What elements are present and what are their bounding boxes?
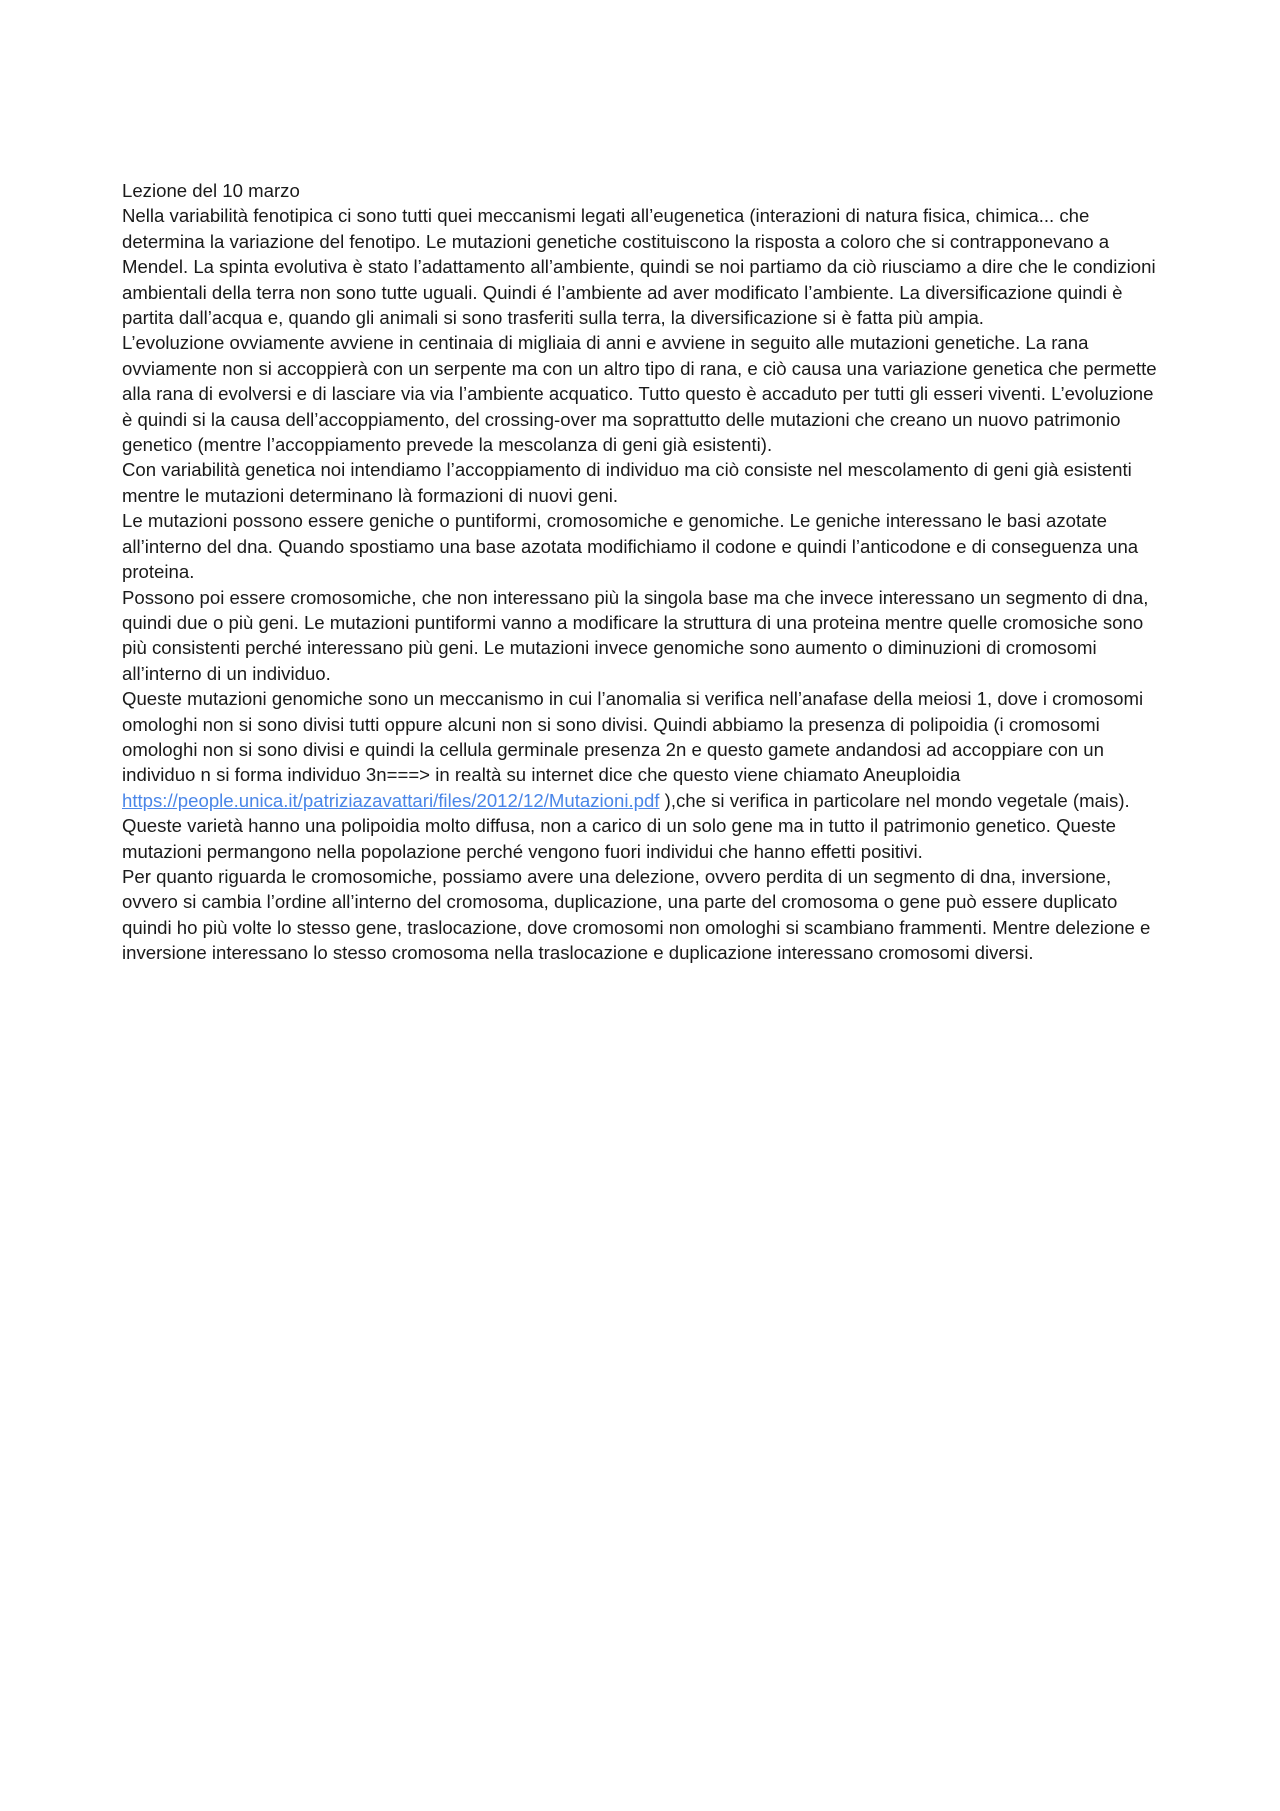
mutazioni-pdf-link[interactable]: https://people.unica.it/patriziazavattari/files/2012/12/Mutazioni.pdf — [122, 789, 660, 811]
paragraph-cromosomiche: Possono poi essere cromosomiche, che non interessano più la singola base ma che invece interessano un segmento di dna, quindi due o più geni. Le mutazioni puntiformi vanno a modificare la struttura di una proteina mentre quelle cromosiche sono più consistenti perché interessano più geni. Le mutazioni invece genomiche sono aumento o diminuzioni di cromosomi all’interno di un individuo. — [122, 586, 1149, 684]
paragraph-tipi-cromosomiche: Per quanto riguarda le cromosomiche, possiamo avere una delezione, ovvero perdita di un segmento di dna, inversione, ovvero si cambia l’ordine all’interno del cromosoma, duplicazione, una parte del cromosoma o gene può essere duplicato quindi ho più volte lo stesso gene, traslocazione, dove cromosomi non omologhi si scambiano frammenti. Mentre delezione e inversione interessano lo stesso cromosoma nella traslocazione e duplicazione interessano cromosomi diversi. — [122, 865, 1151, 964]
document-page — [122, 178, 1162, 966]
paragraph-genomiche-text-after: ),che si verifica in particolare nel mondo vegetale (mais). Queste varietà hanno una polipoidia molto diffusa, non a carico di un solo gene ma in tutto il patrimonio genetico. Queste mutazioni permangono nella popolazione perché vengono fuori individui che hanno effetti positivi. — [122, 789, 1130, 862]
paragraph-variabilita-fenotipica: Nella variabilità fenotipica ci sono tutti quei meccanismi legati all’eugenetica (interazioni di natura fisica, chimica... che determina la variazione del fenotipo. Le mutazioni genetiche costituiscono la risposta a coloro che si contrapponevano a Mendel. La spinta evolutiva è stato l’adattamento all’ambiente, quindi se noi partiamo da ciò riusciamo a dire che le condizioni ambientali della terra non sono tutte uguali. Quindi é l’ambiente ad aver modificato l’ambiente. La diversificazione quindi è partita dall’acqua e, quando gli animali si sono trasferiti sulla terra, la diversificazione si è fatta più ampia. — [122, 205, 1156, 329]
paragraph-genomiche-text-before: Queste mutazioni genomiche sono un meccanismo in cui l’anomalia si verifica nell’anafase della meiosi 1, dove i cromosomi omologhi non si sono divisi tutti oppure alcuni non si sono divisi. Quindi abbiamo la presenza di polipoidia (i cromosomi omologhi non si sono divisi e quindi la cellula germinale presenza 2n e questo gamete andandosi ad accoppiare con un individuo n si forma individuo 3n===> in realtà su internet dice che questo viene chiamato Aneuploidia — [122, 688, 1144, 786]
paragraph-variabilita-genetica: Con variabilità genetica noi intendiamo l’accoppiamento di individuo ma ciò consiste nel mescolamento di geni già esistenti mentre le mutazioni determinano là formazioni di nuovi geni. — [122, 459, 1132, 506]
paragraph-genomiche — [122, 686, 1162, 864]
document-title: Lezione del 10 marzo — [122, 180, 300, 201]
paragraph-mutazioni-tipi: Le mutazioni possono essere geniche o puntiformi, cromosomiche e genomiche. Le geniche interessano le basi azotate all’interno del dna. Quando spostiamo una base azotata modifichiamo il codone e quindi l’anticodone e di conseguenza una proteina. — [122, 510, 1139, 583]
paragraph-evoluzione: L’evoluzione ovviamente avviene in centinaia di migliaia di anni e avviene in seguito alle mutazioni genetiche. La rana ovviamente non si accoppierà con un serpente ma con un altro tipo di rana, e ciò causa una variazione genetica che permette alla rana di evolversi e di lasciare via via l’ambiente acquatico. Tutto questo è accaduto per tutti gli esseri viventi. L’evoluzione è quindi si la causa dell’accoppiamento, del crossing-over ma soprattutto delle mutazioni che creano un nuovo patrimonio genetico (mentre l’accoppiamento prevede la mescolanza di geni già esistenti). — [122, 332, 1157, 456]
